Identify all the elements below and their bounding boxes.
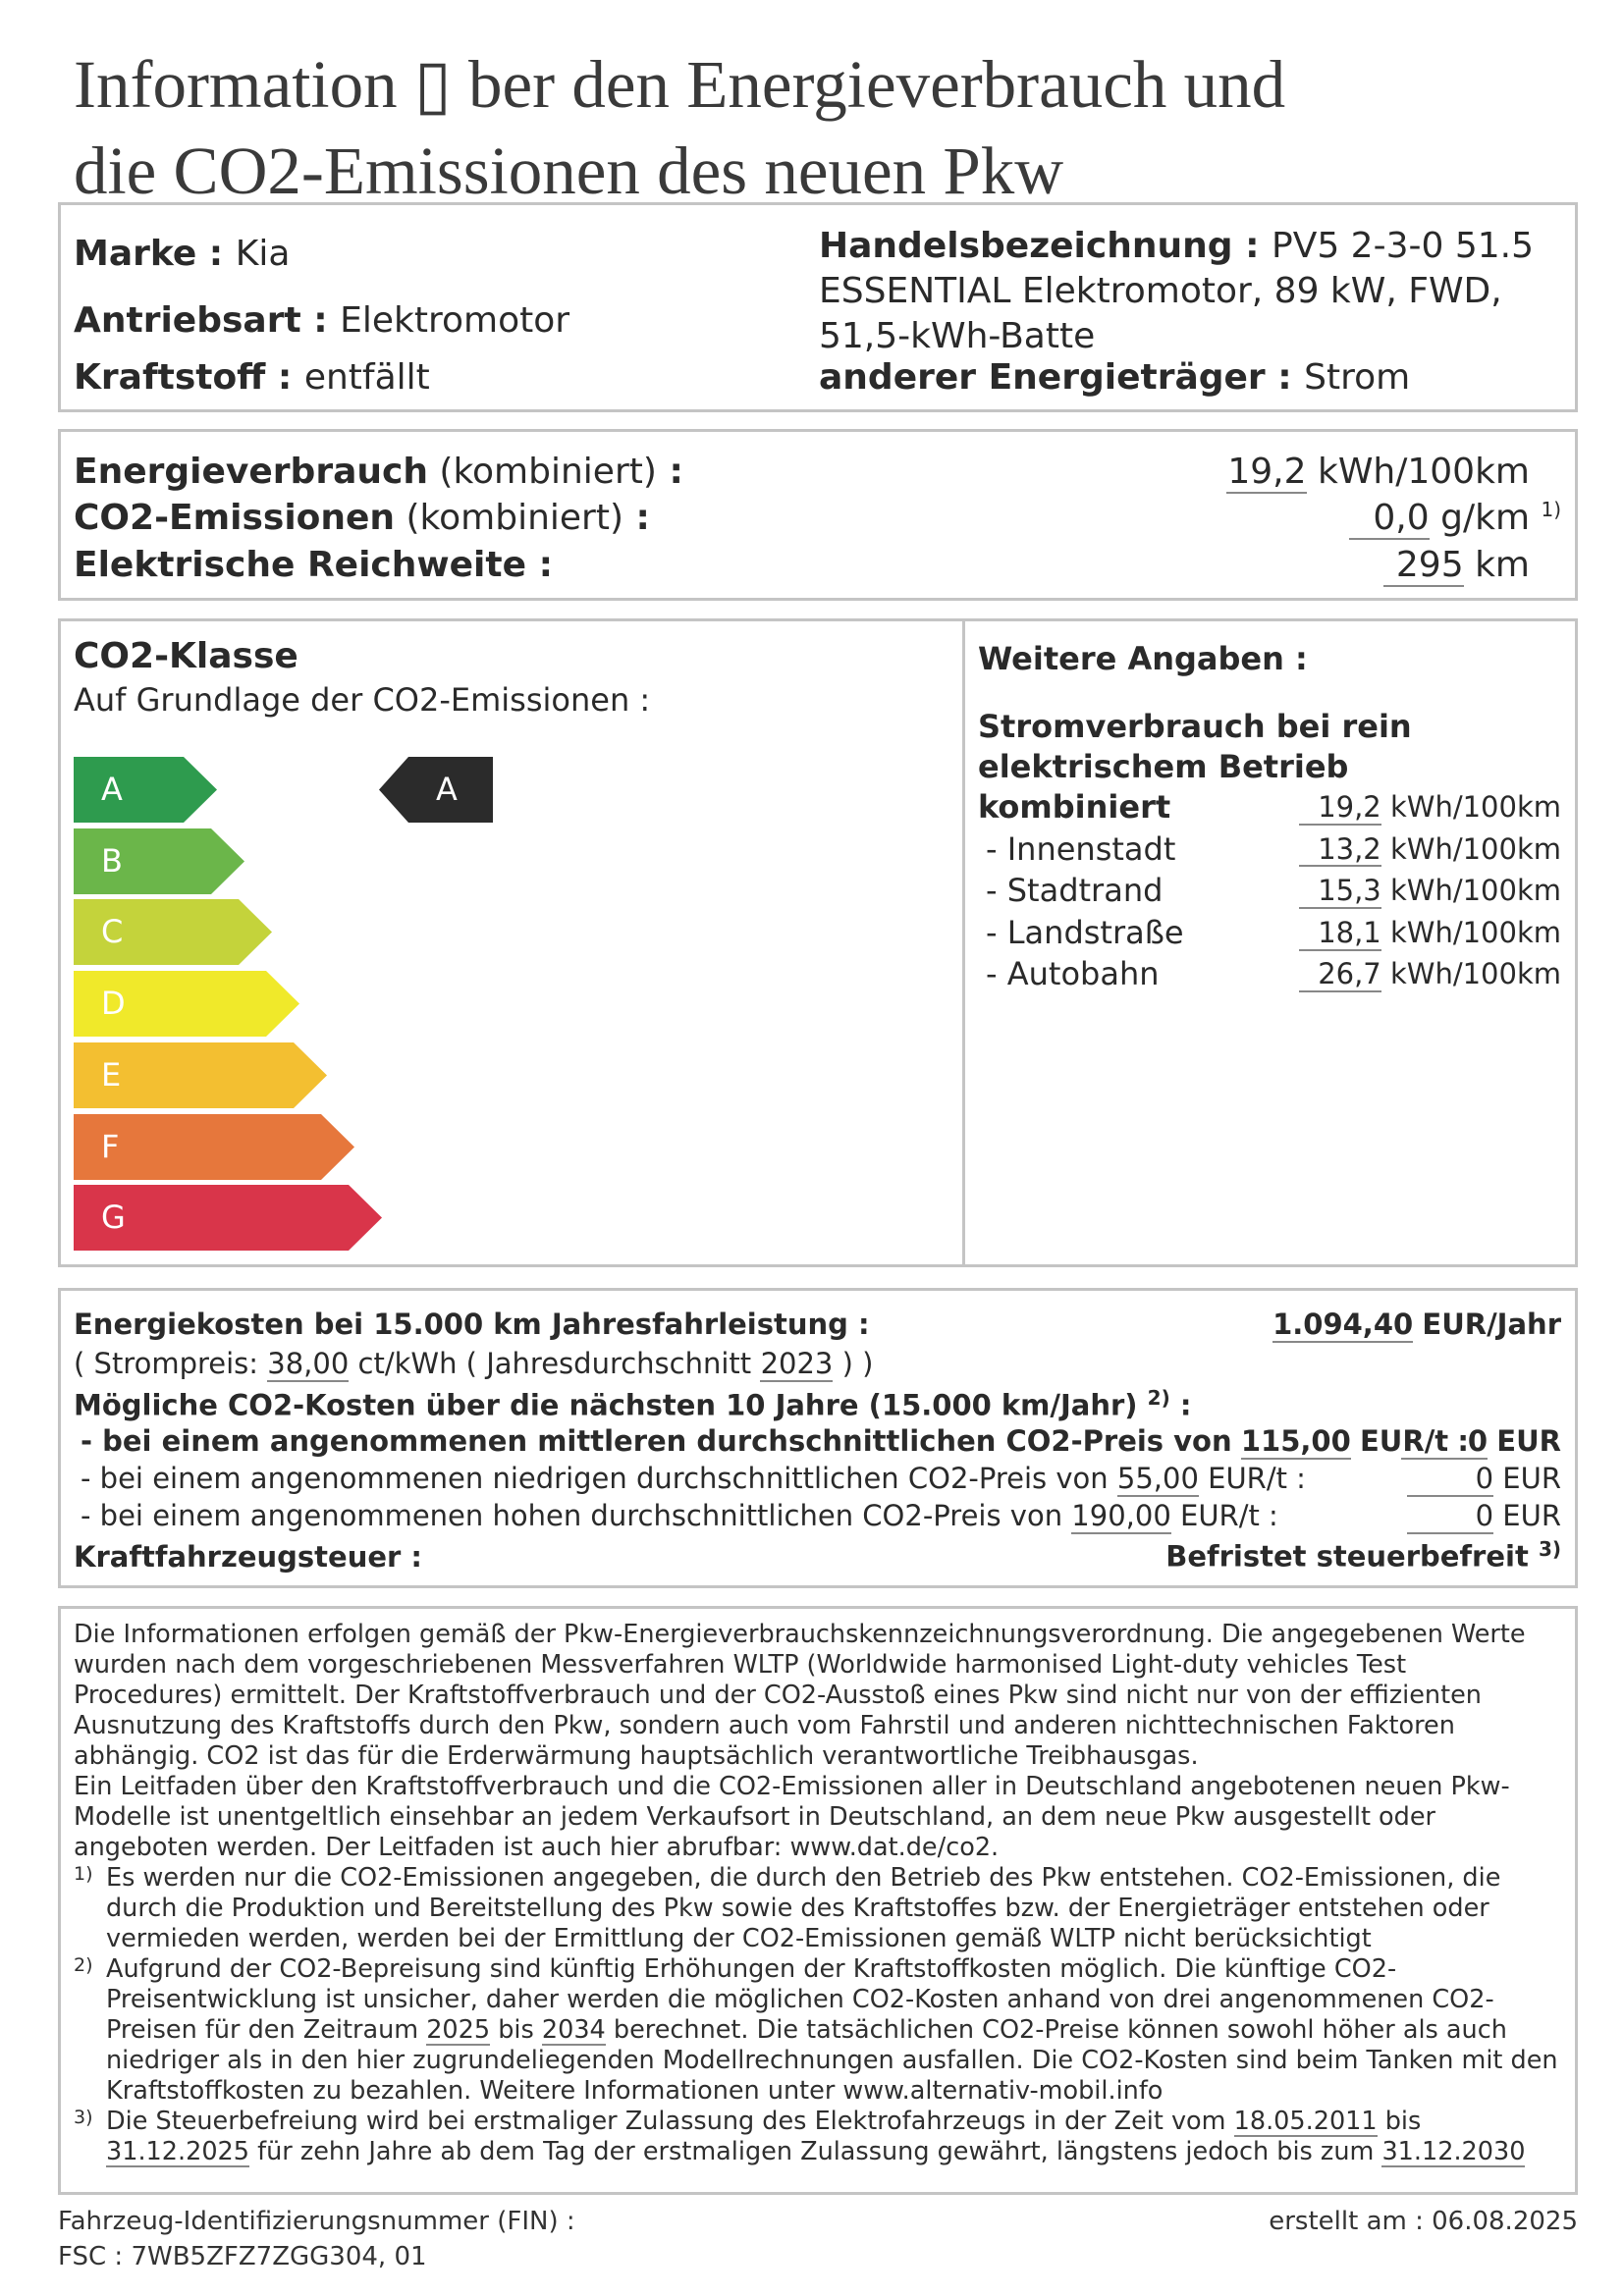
co2-cost-mid-price: 115,00	[1240, 1424, 1351, 1458]
legal-paragraph-1: Die Informationen erfolgen gemäß der Pkw-Energieverbrauchskennzeichnungsverordnung. Die angegebenen Werte wurden nach dem vorgeschriebenen Messverfahren WLTP (Worldwide harmonised Light-duty vehicles Test Procedures) ermittelt. Der Kraftstoffverbrauch und der CO2-Ausstoß eines Pkw sind nicht nur von der effizienten Ausnutzung des Kraftstoffs durch den Pkw, sondern auch vom Fahrstil und anderen nichttechnischen Faktoren abhängig. CO2 ist das für die Erderwärmung hauptsächlich verantwortliche Treibhausgas.	[74, 1620, 1526, 1771]
energy-row: Energieverbrauch (kombiniert) :	[74, 452, 683, 492]
co2-class-label-e: E	[101, 1055, 122, 1094]
co2-class-label-c: C	[101, 913, 124, 951]
co2-class-label-b: B	[101, 841, 123, 880]
fsc-line: FSC : 7WB5ZFZ7ZGG304, 01	[58, 2242, 427, 2271]
co2-cost-mid-value-row: 0 EUR	[1401, 1424, 1561, 1460]
footnote-3-date-3: 31.12.2030	[1381, 2137, 1526, 2167]
further-row-label: - Landstraße	[986, 913, 1184, 951]
footnote-3: 3) Die Steuerbefreiung wird bei erstmaliger Zulassung des Elektrofahrzeugs in der Zeit vom 18.05.2011 bis 31.12.2025 für zehn Jahre ab dem Tag der erstmaligen Zulassung gewährt, längstens jedoch bis zum 31.12.2030	[74, 2107, 1561, 2167]
further-row-label: - Autobahn	[986, 955, 1160, 993]
co2-cost-low-row: - bei einem angenommenen niedrigen durchschnittlichen CO2-Preis von 55,00 EUR/t :	[81, 1462, 1306, 1495]
further-row-label: kombiniert	[978, 788, 1171, 826]
co2-class-bar-f	[74, 1114, 354, 1180]
tax-footnote-ref: 3)	[1538, 1537, 1561, 1561]
footnote-1-number: 1)	[74, 1863, 93, 1885]
legal-paragraph-2: Ein Leitfaden über den Kraftstoffverbrauch und die CO2-Emissionen aller in Deutschland angebotenen neuen Pkw-Modelle ist unentgeltlich einsehbar an jedem Verkaufsort in Deutschland, an dem neue Pkw ausgestellt oder angeboten werden. Der Leitfaden ist auch hier abrufbar: www.dat.de/co2.	[74, 1772, 1510, 1862]
price-suffix: ) )	[841, 1347, 874, 1380]
brand-row: Marke : Kia	[74, 234, 291, 274]
co2-costs-label: Mögliche CO2-Kosten über die nächsten 10 Jahre (15.000 km/Jahr) $^{2)}$ :	[74, 1386, 1192, 1422]
energy-unit: kWh/100km	[1317, 452, 1530, 492]
co2-class-label-a: A	[101, 771, 123, 808]
further-row-unit: kWh/100km	[1389, 874, 1561, 908]
range-label: Elektrische Reichweite	[74, 545, 527, 585]
co2-cost-mid-unit: EUR/t	[1360, 1424, 1449, 1458]
co2-cost-low-value: 0	[1407, 1464, 1493, 1497]
co2-class-bar-g	[74, 1185, 382, 1251]
created-date: erstellt am : 06.08.2025	[1269, 2207, 1578, 2236]
energy-cost-value: 1.094,40	[1272, 1308, 1414, 1341]
co2-cost-high-price: 190,00	[1071, 1499, 1171, 1532]
co2-cost-high-row: - bei einem angenommenen hohen durchschnittlichen CO2-Preis von 190,00 EUR/t :	[81, 1499, 1278, 1532]
other-energy-value: Strom	[1304, 357, 1411, 398]
co2-class-label-f: F	[101, 1127, 120, 1165]
footnote-3-date-2: 31.12.2025	[106, 2137, 250, 2167]
co2-unit: g/km	[1440, 498, 1531, 538]
co2-cost-low-price: 55,00	[1116, 1462, 1199, 1495]
fuel-value: entfällt	[303, 357, 430, 398]
tax-value-row	[1165, 1537, 1561, 1574]
co2-class-bar-d	[74, 971, 299, 1037]
co2-cost-mid-row: - bei einem angenommenen mittleren durchschnittlichen CO2-Preis von 115,00 EUR/t :	[81, 1424, 1469, 1458]
tax-value: Befristet steuerbefreit	[1165, 1539, 1529, 1574]
range-value: 295	[1383, 546, 1464, 587]
range-row: Elektrische Reichweite :	[74, 545, 553, 585]
current-class-label: A	[436, 771, 458, 808]
fuel-row: Kraftstoff : entfällt	[74, 357, 430, 398]
further-row-unit: kWh/100km	[1389, 790, 1561, 824]
current-class-marker	[379, 757, 493, 823]
co2-cost-mid-value: 0	[1401, 1426, 1488, 1460]
co2-class-bar-a	[74, 757, 217, 823]
drive-value: Elektromotor	[340, 300, 570, 341]
co2-value-row	[1349, 498, 1561, 540]
further-row-unit: kWh/100km	[1389, 915, 1561, 949]
price-prefix: ( Strompreis:	[74, 1347, 259, 1380]
price-year: 2023	[760, 1347, 834, 1380]
drive-row: Antriebsart : Elektromotor	[74, 300, 570, 341]
footnote-2-number: 2)	[74, 1954, 93, 1976]
further-row-label: - Stadtrand	[986, 872, 1164, 910]
electricity-price-row	[74, 1347, 873, 1382]
co2-cost-high-unit: EUR/t	[1180, 1499, 1260, 1532]
co2-cost-mid-text: - bei einem angenommenen mittleren durchschnittlichen CO2-Preis von	[81, 1424, 1232, 1458]
fuel-label: Kraftstoff	[74, 357, 266, 398]
co2-class-bar-c	[74, 899, 272, 965]
footnote-2-year-start: 2025	[426, 2015, 491, 2045]
trade-line-2: ESSENTIAL Elektromotor, 89 kW, FWD,	[819, 271, 1502, 311]
title-line-2: die CO2-Emissionen des neuen Pkw	[74, 133, 1064, 208]
brand-label: Marke	[74, 234, 197, 274]
co2-cost-low-value-row: 0 EUR	[1407, 1462, 1561, 1497]
range-unit: km	[1475, 545, 1530, 585]
further-row-value-group	[1299, 916, 1561, 951]
energy-cost-value-row	[1272, 1308, 1561, 1343]
energy-value-row	[1226, 452, 1530, 494]
co2-class-arrow-b	[74, 828, 244, 894]
energy-cost-label: Energiekosten bei 15.000 km Jahresfahrleistung :	[74, 1308, 870, 1341]
co2-cost-high-text: - bei einem angenommenen hohen durchschnittlichen CO2-Preis von	[81, 1499, 1063, 1532]
brand-value: Kia	[235, 234, 291, 274]
further-row-value: 26,7	[1299, 959, 1381, 992]
further-sub-2: elektrischem Betrieb	[978, 748, 1349, 785]
energy-qualifier: (kombiniert)	[439, 452, 657, 492]
trade-label: Handelsbezeichnung	[819, 226, 1233, 266]
co2-value: 0,0	[1349, 499, 1430, 540]
further-row-value-group	[1299, 957, 1561, 992]
co2-cost-high-value: 0	[1407, 1501, 1493, 1534]
footnote-3-number: 3)	[74, 2107, 93, 2129]
other-energy-label: anderer Energieträger	[819, 357, 1266, 398]
footnote-3-date-1: 18.05.2011	[1233, 2107, 1378, 2137]
co2-cost-low-text: - bei einem angenommenen niedrigen durchschnittlichen CO2-Preis von	[81, 1462, 1109, 1495]
footnote-1	[74, 1863, 1561, 1954]
co2-class-subheading: Auf Grundlage der CO2-Emissionen :	[74, 681, 651, 719]
range-value-row	[1383, 545, 1530, 587]
co2-label: CO2-Emissionen	[74, 498, 396, 538]
drive-label: Antriebsart	[74, 300, 301, 341]
further-row-label: - Innenstadt	[986, 829, 1176, 868]
co2-row: CO2-Emissionen (kombiniert) :	[74, 498, 650, 538]
further-row-unit: kWh/100km	[1389, 957, 1561, 991]
title-line-1: Information ▯ ber den Energieverbrauch und	[74, 47, 1286, 122]
co2-class-bar-b	[74, 828, 244, 894]
co2-class-label-d: D	[101, 985, 126, 1023]
co2-class-arrow-a	[74, 757, 217, 823]
further-heading: Weitere Angaben :	[978, 640, 1308, 677]
further-sub	[978, 707, 1412, 787]
trade-line-1: PV5 2-3-0 51.5	[1272, 226, 1534, 266]
footnote-2: 2) Aufgrund der CO2-Bepreisung sind künftig Erhöhungen der Kraftstoffkosten möglich. Die künftige CO2-Preisentwicklung ist unsicher, daher werden die möglichen CO2-Kosten anhand von drei angenommenen CO2-Preisen für den Zeitraum 2025 bis 2034 berechnet. Die tatsächlichen CO2-Preise können sowohl höher als auch niedriger als in den hier zugrundeliegenden Modellrechnungen ausfallen. Die CO2-Kosten sind beim Tanken mit den Kraftstoffkosten zu bezahlen. Weitere Informationen unter www.alternativ-mobil.info	[74, 1954, 1561, 2107]
further-sub-1: Stromverbrauch bei rein	[978, 708, 1412, 745]
energy-cost-unit: EUR/Jahr	[1422, 1308, 1561, 1341]
further-row-value: 19,2	[1299, 792, 1381, 826]
energy-value: 19,2	[1227, 452, 1307, 492]
further-row-value: 15,3	[1299, 876, 1381, 909]
co2-cost-high-value-row: 0 EUR	[1407, 1499, 1561, 1534]
co2-cost-low-unit: EUR/t	[1208, 1462, 1287, 1495]
trade-line-3: 51,5-kWh-Batte	[819, 316, 1096, 356]
tax-label: Kraftfahrzeugsteuer :	[74, 1540, 423, 1574]
further-row-unit: kWh/100km	[1389, 831, 1561, 866]
price-value: 38,00	[267, 1347, 350, 1380]
energy-label: Energieverbrauch	[74, 452, 428, 492]
co2-qualifier: (kombiniert)	[406, 498, 623, 538]
other-energy-row: anderer Energieträger : Strom	[819, 357, 1411, 398]
page-title	[74, 41, 1285, 214]
co2-class-heading: CO2-Klasse	[74, 636, 298, 676]
further-row-value-group	[1299, 832, 1561, 868]
fin-label: Fahrzeug-Identifizierungsnummer (FIN) :	[58, 2207, 575, 2236]
further-row-value-group	[1299, 790, 1561, 826]
footnote-2-year-end: 2034	[541, 2015, 606, 2045]
further-row-value: 18,1	[1299, 918, 1381, 951]
trade-name: Handelsbezeichnung : PV5 2-3-0 51.5 ESSENTIAL Elektromotor, 89 kW, FWD, 51,5-kWh-Batte	[819, 224, 1534, 359]
price-unit: ct/kWh ( Jahresdurchschnitt	[357, 1347, 752, 1380]
co2-footnote-ref: 1)	[1541, 498, 1561, 521]
co2-class-label-g: G	[101, 1199, 126, 1237]
further-row-value: 13,2	[1299, 834, 1381, 868]
co2-class-bar-e	[74, 1042, 327, 1108]
legal-text	[74, 1620, 1561, 2167]
further-row-value-group	[1299, 874, 1561, 909]
footnote-1-text: Es werden nur die CO2-Emissionen angegeben, die durch den Betrieb des Pkw entstehen. CO2-Emissionen, die durch die Produktion und Bereitstellung des Pkw sowie des Kraftstoffes bzw. der Energieträger entstehen oder vermieden werden, werden bei der Ermittlung der CO2-Emissionen gemäß WLTP nicht berücksichtigt	[106, 1863, 1501, 1953]
